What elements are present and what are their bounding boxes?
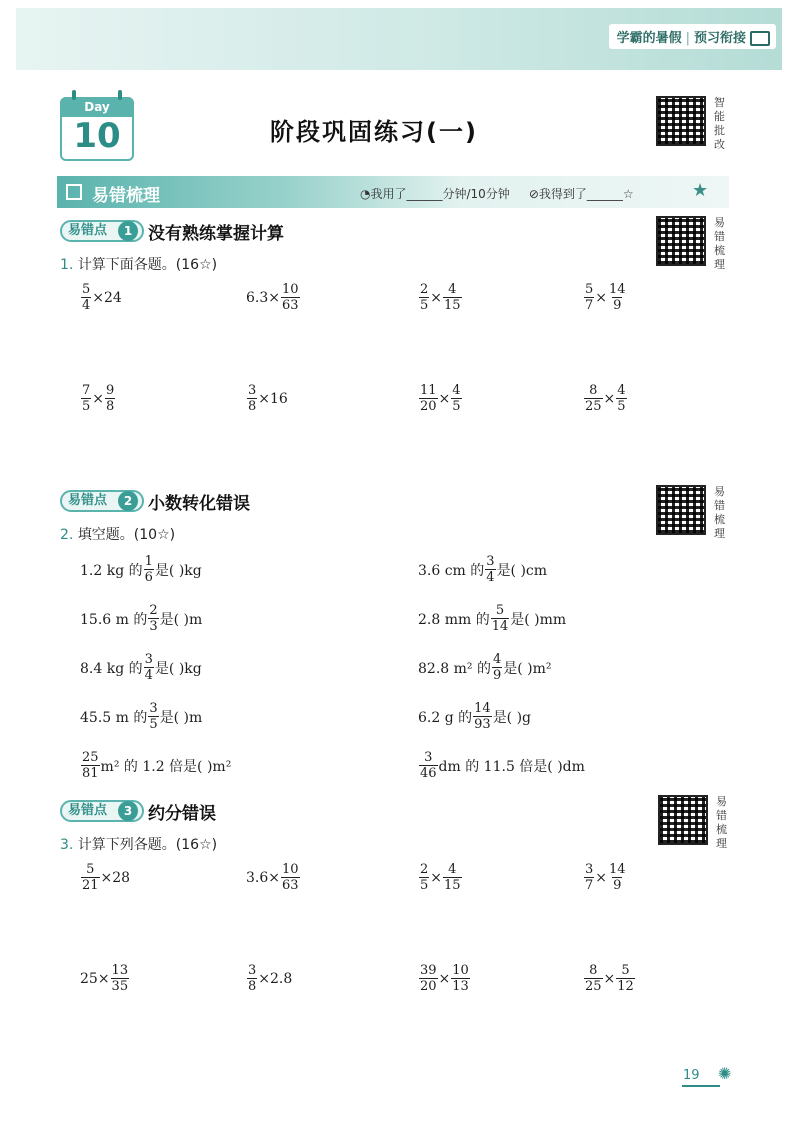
fraction [281, 282, 300, 313]
point-title: 约分错误 [148, 804, 216, 824]
fraction [443, 282, 462, 313]
expr-suffix: 是( )kg [154, 562, 202, 579]
expression [583, 862, 628, 893]
fraction [419, 383, 438, 414]
numerator: 25 [82, 750, 99, 765]
expression [246, 862, 301, 893]
numerator: 14 [609, 282, 626, 297]
fraction [616, 383, 626, 414]
denominator: 9 [492, 668, 502, 683]
expr-operator: × [92, 390, 105, 407]
time-used: ◔我用了______分钟/10分钟 [360, 187, 510, 201]
expression [246, 282, 301, 313]
fraction [81, 282, 91, 313]
expr-operator: × [595, 289, 608, 306]
denominator: 5 [617, 399, 626, 414]
sun-icon: ✺ [718, 1064, 732, 1083]
point-title: 没有熟练掌握计算 [148, 224, 284, 244]
question-2 [60, 524, 175, 544]
fraction [419, 963, 438, 994]
expression [418, 383, 463, 414]
denominator: 20 [420, 979, 437, 994]
fraction [584, 383, 603, 414]
question-1 [60, 254, 217, 274]
numerator: 4 [452, 383, 461, 398]
page-title: 阶段巩固练习(一) [270, 118, 478, 146]
fraction [144, 554, 154, 585]
numerator: 10 [282, 282, 299, 297]
qr-code-icon[interactable] [656, 485, 706, 535]
denominator: 4 [82, 298, 91, 313]
denominator: 35 [111, 979, 129, 994]
expression [80, 963, 130, 994]
numerator: 4 [448, 862, 457, 877]
expression [80, 282, 122, 313]
expr-operator: ×16 [258, 390, 288, 407]
denominator: 13 [452, 979, 469, 994]
fraction [81, 383, 91, 414]
point-title: 小数转化错误 [148, 494, 250, 514]
numerator: 3 [486, 554, 495, 569]
numerator: 3 [248, 963, 257, 978]
expression [80, 383, 116, 414]
expr-operator: × [430, 869, 443, 886]
tag-label: 易错点 [68, 493, 108, 508]
expression [418, 603, 566, 634]
tag-number: 1 [118, 221, 138, 241]
numerator: 5 [86, 862, 95, 877]
expr-prefix: 45.5 m 的 [80, 709, 148, 726]
expr-suffix: 是( )mm [510, 611, 567, 628]
fraction [111, 963, 130, 994]
tag-label: 易错点 [68, 223, 108, 238]
expr-operator: ×24 [92, 289, 122, 306]
expression [80, 701, 202, 732]
expression [418, 862, 463, 893]
denominator: 25 [585, 399, 602, 414]
expr-suffix: 是( )cm [496, 562, 548, 579]
denominator: 4 [144, 668, 153, 683]
numerator: 7 [82, 383, 91, 398]
expression [583, 383, 628, 414]
timer-text [360, 185, 634, 202]
numerator: 8 [589, 963, 598, 978]
denominator: 8 [248, 399, 257, 414]
denominator: 20 [420, 399, 437, 414]
question-number: 3. [60, 837, 74, 853]
tag-number: 2 [118, 491, 138, 511]
expr-operator: × [603, 390, 616, 407]
section-title: 易错梳理 [92, 186, 160, 206]
expr-suffix: m² 的 1.2 倍是( )m² [100, 758, 232, 775]
expr-operator: × [438, 970, 451, 987]
numerator: 4 [492, 652, 502, 667]
expr-suffix: 是( )m² [503, 660, 552, 677]
expr-operator: × [438, 390, 451, 407]
expression [418, 282, 463, 313]
question-number: 2. [60, 527, 74, 543]
score-got: ⊘我得到了______☆ [528, 187, 634, 201]
laptop-icon [750, 31, 770, 46]
fraction [451, 963, 470, 994]
numerator: 8 [589, 383, 598, 398]
expression [246, 383, 288, 414]
fraction [584, 282, 594, 313]
numerator: 2 [420, 862, 429, 877]
header-label: 学霸的暑假 | 预习衔接 [609, 24, 776, 49]
denominator: 5 [452, 399, 461, 414]
numerator: 3 [144, 652, 153, 667]
question-text: 计算下列各题。(16☆) [77, 837, 218, 853]
fraction [608, 862, 627, 893]
expression [80, 554, 202, 585]
fraction [485, 554, 495, 585]
expr-prefix: 25× [80, 970, 110, 987]
denominator: 3 [149, 619, 158, 634]
qr-code-icon[interactable] [656, 216, 706, 266]
fraction [247, 963, 257, 994]
expression [80, 603, 202, 634]
expression [80, 652, 202, 683]
denominator: 7 [585, 878, 594, 893]
expression [246, 963, 292, 994]
expression [418, 963, 471, 994]
denominator: 8 [248, 979, 257, 994]
fraction [144, 652, 154, 683]
denominator: 81 [82, 766, 99, 781]
numerator: 5 [495, 603, 505, 618]
fraction [451, 383, 461, 414]
numerator: 4 [617, 383, 626, 398]
denominator: 12 [617, 979, 634, 994]
day-number: 10 [73, 116, 121, 156]
fraction [584, 963, 603, 994]
numerator: 5 [621, 963, 630, 978]
expr-prefix: 15.6 m 的 [80, 611, 148, 628]
denominator: 5 [420, 878, 429, 893]
denominator: 15 [444, 878, 461, 893]
denominator: 8 [106, 399, 115, 414]
denominator: 25 [585, 979, 602, 994]
numerator: 10 [452, 963, 469, 978]
numerator: 3 [424, 750, 433, 765]
expr-prefix: 2.8 mm 的 [418, 611, 490, 628]
denominator: 5 [420, 298, 429, 313]
denominator: 7 [585, 298, 594, 313]
fraction [419, 750, 438, 781]
numerator: 1 [144, 554, 153, 569]
tag-number: 3 [118, 801, 138, 821]
calendar-ring-icon [118, 90, 122, 100]
numerator: 5 [585, 282, 594, 297]
fraction [492, 652, 502, 683]
numerator: 5 [82, 282, 91, 297]
numerator: 13 [111, 963, 129, 978]
expr-suffix: 是( )g [492, 709, 532, 726]
fraction [616, 963, 635, 994]
expression [583, 963, 636, 994]
expression [418, 701, 531, 732]
denominator: 6 [144, 570, 153, 585]
expr-operator: ×2.8 [258, 970, 293, 987]
expr-suffix: 是( )kg [154, 660, 202, 677]
expr-operator: × [603, 970, 616, 987]
denominator: 9 [613, 878, 622, 893]
fraction [105, 383, 115, 414]
qr-label: 易错梳理 [716, 795, 727, 850]
denominator: 9 [613, 298, 622, 313]
expr-prefix: 3.6 cm 的 [418, 562, 485, 579]
expr-prefix: 6.3× [246, 289, 280, 306]
denominator: 5 [149, 717, 158, 732]
denominator: 63 [282, 298, 299, 313]
star-icon: ★ [692, 180, 709, 201]
expression [583, 282, 628, 313]
list-icon [66, 184, 82, 200]
expr-operator: × [595, 869, 608, 886]
day-label: Day [60, 97, 134, 117]
fraction [608, 282, 627, 313]
qr-label: 易错梳理 [714, 216, 725, 271]
denominator: 21 [82, 878, 99, 893]
expr-prefix: 3.6× [246, 869, 280, 886]
fraction [81, 862, 100, 893]
qr-label: 易错梳理 [714, 485, 725, 540]
denominator: 63 [282, 878, 299, 893]
fraction [148, 701, 158, 732]
expression [418, 652, 552, 683]
calendar-ring-icon [72, 90, 76, 100]
numerator: 4 [448, 282, 457, 297]
expr-suffix: 是( )m [159, 611, 203, 628]
numerator: 14 [609, 862, 626, 877]
fraction [473, 701, 492, 732]
expr-prefix: 1.2 kg 的 [80, 562, 143, 579]
numerator: 14 [474, 701, 491, 716]
numerator: 10 [282, 862, 299, 877]
fraction [148, 603, 158, 634]
question-number: 1. [60, 257, 74, 273]
numerator: 39 [420, 963, 437, 978]
expr-prefix: 8.4 kg 的 [80, 660, 143, 677]
numerator: 3 [585, 862, 594, 877]
numerator: 2 [420, 282, 429, 297]
expr-suffix: 是( )m [159, 709, 203, 726]
numerator: 3 [248, 383, 257, 398]
denominator: 4 [486, 570, 495, 585]
qr-label: 智能批改 [714, 96, 725, 151]
footer-line [682, 1085, 720, 1087]
question-3 [60, 834, 217, 854]
numerator: 2 [149, 603, 158, 618]
question-text: 计算下面各题。(16☆) [77, 257, 218, 273]
fraction [247, 383, 257, 414]
expression [80, 750, 231, 781]
fraction [81, 750, 100, 781]
fraction [281, 862, 300, 893]
denominator: 93 [474, 717, 491, 732]
expression [418, 750, 585, 781]
denominator: 15 [444, 298, 461, 313]
fraction [443, 862, 462, 893]
page-number: 19 [683, 1068, 700, 1083]
series-name: 学霸的暑假 [616, 31, 682, 46]
expr-operator: × [430, 289, 443, 306]
expression [80, 862, 130, 893]
qr-code-icon[interactable] [658, 795, 708, 845]
qr-code-icon[interactable] [656, 96, 706, 146]
question-text: 填空题。(10☆) [77, 527, 176, 543]
series-subtitle: 预习衔接 [693, 31, 746, 46]
numerator: 11 [420, 383, 437, 398]
numerator: 3 [149, 701, 158, 716]
fraction [419, 862, 429, 893]
expr-suffix: dm 的 11.5 倍是( )dm [438, 758, 585, 775]
fraction [491, 603, 510, 634]
expr-prefix: 82.8 m² 的 [418, 660, 491, 677]
expr-operator: ×28 [100, 869, 131, 886]
tag-label: 易错点 [68, 803, 108, 818]
fraction [419, 282, 429, 313]
denominator: 5 [82, 399, 91, 414]
numerator: 9 [106, 383, 115, 398]
denominator: 14 [491, 619, 509, 634]
expression [418, 554, 547, 585]
fraction [584, 862, 594, 893]
expr-prefix: 6.2 g 的 [418, 709, 473, 726]
denominator: 46 [420, 766, 437, 781]
